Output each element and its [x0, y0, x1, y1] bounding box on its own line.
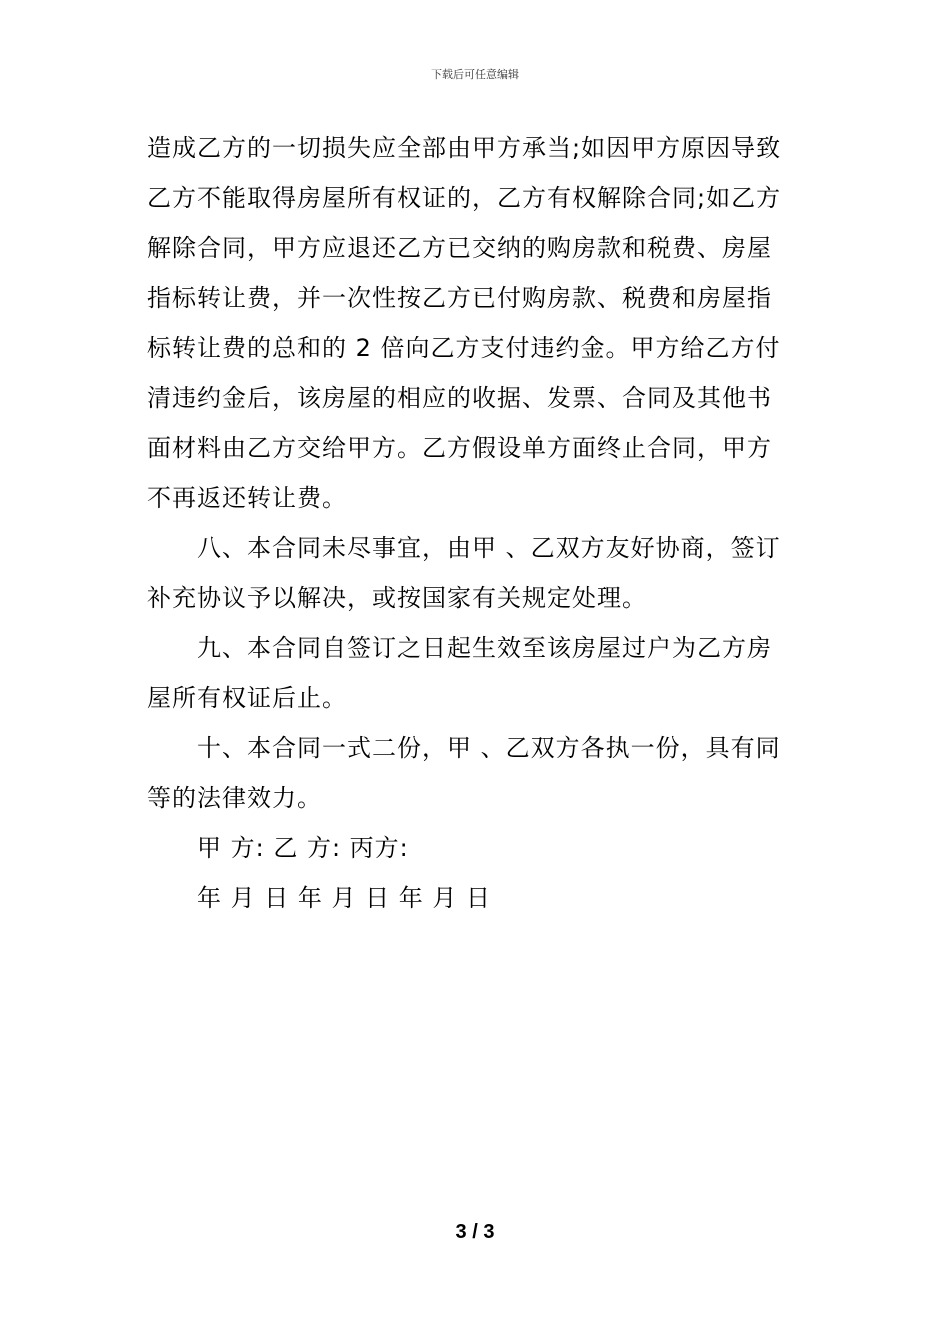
text-line: 等的法律效力。	[147, 784, 322, 812]
text-line: 造成乙方的一切损失应全部由甲方承当;如因甲方原因导致	[147, 134, 782, 162]
page-number: 3 / 3	[455, 1221, 495, 1243]
clause-nine-line: 九、本合同自签订之日起生效至该房屋过户为乙方房	[197, 634, 772, 662]
text-line: 解除合同，甲方应退还乙方已交纳的购房款和税费、房屋	[147, 234, 772, 262]
header-note: 下载后可任意编辑	[431, 68, 519, 81]
contract-body	[147, 123, 807, 923]
text-line: 标转让费的总和的 2 倍向乙方支付违约金。甲方给乙方付	[147, 334, 781, 362]
text-line: 面材料由乙方交给甲方。乙方假设单方面终止合同，甲方	[147, 434, 772, 462]
clause-eight-line: 八、本合同未尽事宜，由甲 、乙双方友好协商，签订	[197, 534, 781, 562]
text-line: 补充协议予以解决，或按国家有关规定处理。	[147, 584, 647, 612]
text-line: 清违约金后，该房屋的相应的收据、发票、合同及其他书	[147, 384, 772, 412]
clause-ten-line: 十、本合同一式二份，甲 、乙双方各执一份，具有同	[197, 734, 781, 762]
text-line: 屋所有权证后止。	[147, 684, 347, 712]
text-line: 不再返还转让费。	[147, 484, 347, 512]
signature-parties: 甲 方: 乙 方: 丙方:	[197, 834, 409, 862]
signature-dates: 年 月 日 年 月 日 年 月 日	[197, 884, 492, 912]
text-line: 指标转让费，并一次性按乙方已付购房款、税费和房屋指	[147, 284, 772, 312]
text-line: 乙方不能取得房屋所有权证的，乙方有权解除合同;如乙方	[147, 184, 782, 212]
